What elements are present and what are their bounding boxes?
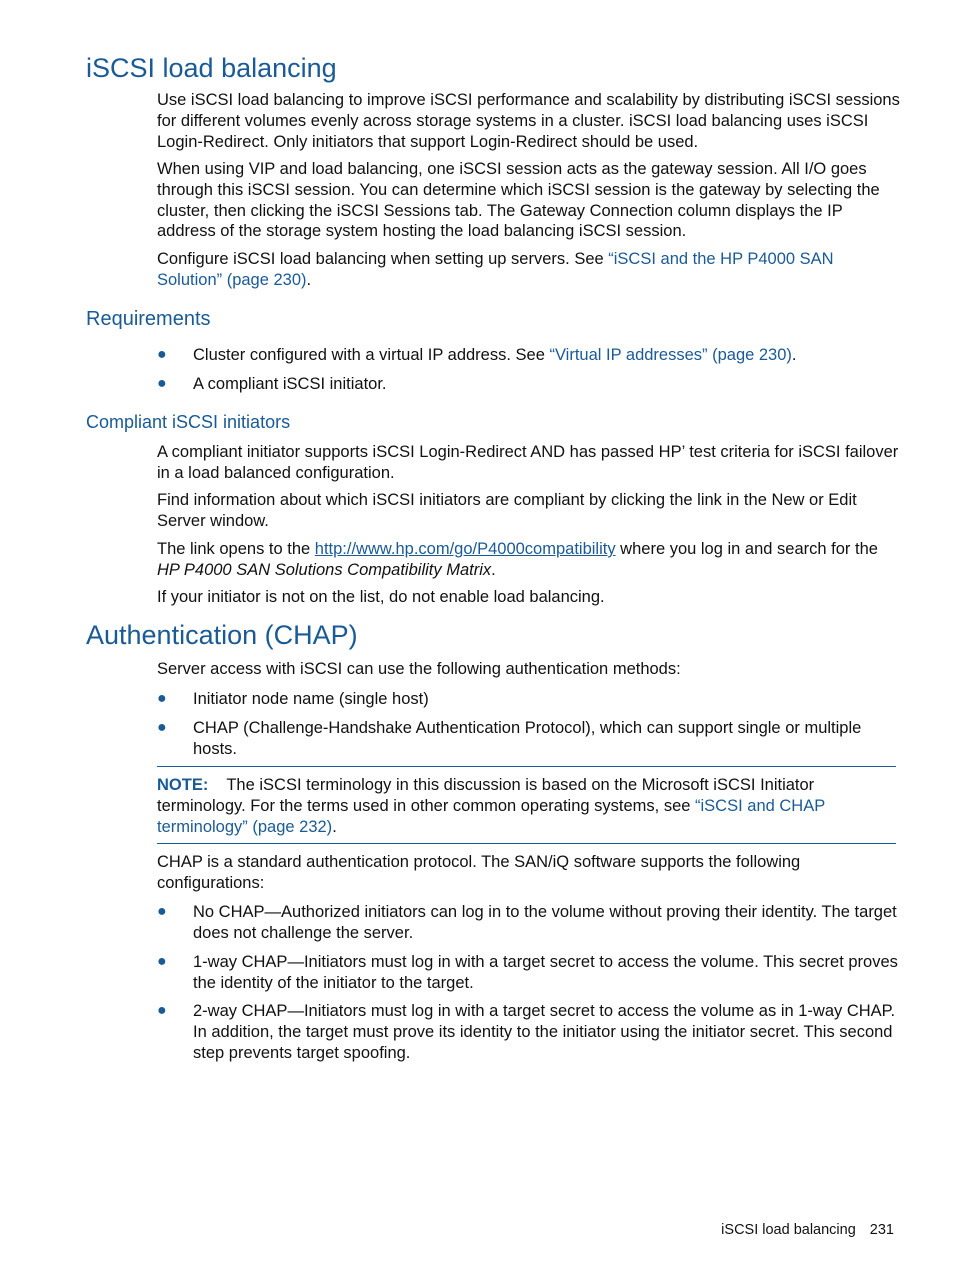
list-item [157, 902, 901, 944]
list-item [157, 718, 901, 760]
bullet-icon: ● [157, 375, 167, 392]
auth-method-text: CHAP (Challenge-Handshake Authentication Protocol), which can support single or multiple hosts. [193, 719, 862, 758]
section-heading-iscsi-load-balancing: iSCSI load balancing [86, 53, 337, 83]
configure-end: . [306, 270, 312, 289]
list-item [157, 1001, 901, 1063]
link-opens-text-2: where you log in and search for the [615, 540, 878, 558]
bullet-icon: ● [157, 903, 167, 920]
paragraph-link-opens [157, 539, 901, 581]
list-item [157, 689, 901, 710]
bullet-icon: ● [157, 719, 167, 736]
chap-config-text: No CHAP—Authorized initiators can log in to the volume without proving their identity. The target does not challenge the server. [193, 903, 897, 942]
note-top-rule [157, 766, 896, 767]
list-item [157, 952, 901, 994]
paragraph-compliant-definition: A compliant initiator supports iSCSI Login-Redirect AND has passed HP’ test criteria for iSCSI failover in a load balanced configuration. [157, 443, 899, 482]
bullet-icon: ● [157, 1002, 167, 1019]
configure-text: Configure iSCSI load balancing when setting up servers. See [157, 250, 609, 268]
requirement-text: Cluster configured with a virtual IP address. See [193, 346, 550, 364]
list-item [157, 374, 901, 395]
paragraph-intro: Use iSCSI load balancing to improve iSCSI performance and scalability by distributing iSCSI sessions for different volumes evenly across storage systems in a cluster. iSCSI load balancing uses iSCSI Login-Redirect. Only initiators that support Login-Redirect should be used. [157, 91, 900, 151]
paragraph-find-information: Find information about which iSCSI initiators are compliant by clicking the link in the New or Edit Server window. [157, 491, 857, 530]
paragraph-vip-gateway: When using VIP and load balancing, one iSCSI session acts as the gateway session. All I/O goes through this iSCSI session. You can determine which iSCSI session is the gateway by selecting the cluster, then clicking the iSCSI Sessions tab. The Gateway Connection column displays the IP address of the storage system hosting the load balancing iSCSI session. [157, 160, 880, 241]
link-iscsi-chap-terminology[interactable]: “iSCSI and CHAP terminology” (page 232) [157, 796, 825, 836]
link-virtual-ip-addresses[interactable]: “Virtual IP addresses” (page 230) [549, 346, 792, 364]
note-label: NOTE: [157, 776, 209, 794]
section-heading-authentication: Authentication (CHAP) [86, 620, 358, 650]
paragraph-not-on-list: If your initiator is not on the list, do not enable load balancing. [157, 588, 605, 606]
link-iscsi-hp-p4000-solution[interactable]: “iSCSI and the HP P4000 SAN Solution” (page 230) [157, 250, 834, 289]
bullet-icon: ● [157, 346, 167, 363]
page-footer [721, 1222, 894, 1238]
paragraph-auth-intro: Server access with iSCSI can use the following authentication methods: [157, 660, 681, 678]
footer-section-title: iSCSI load balancing [721, 1222, 856, 1238]
page-number: 231 [869, 1222, 894, 1238]
link-p4000-compatibility[interactable]: http://www.hp.com/go/P4000compatibility [314, 540, 616, 558]
paragraph-chap-standard: CHAP is a standard authentication protocol. The SAN/iQ software supports the following configurations: [157, 853, 801, 892]
requirement-end: . [791, 346, 797, 364]
requirement-text: A compliant iSCSI initiator. [193, 375, 387, 393]
note-end: . [332, 817, 337, 836]
heading-requirements: Requirements [86, 308, 211, 330]
auth-method-text: Initiator node name (single host) [193, 690, 429, 708]
note-bottom-rule [157, 843, 896, 844]
list-item [157, 345, 901, 366]
bullet-icon: ● [157, 690, 167, 707]
link-opens-text: The link opens to the [157, 540, 315, 558]
chap-config-text: 2-way CHAP—Initiators must log in with a target secret to access the volume as in 1-way CHAP. In addition, the target must prove its identity to the initiator using the initiator secret. This second step prevents target spoofing. [193, 1002, 896, 1062]
link-opens-end: . [491, 560, 496, 579]
paragraph-configure [157, 249, 901, 291]
chap-config-text: 1-way CHAP—Initiators must log in with a target secret to access the volume. This secret proves the identity of the initiator to the target. [193, 953, 898, 992]
compatibility-matrix-title: HP P4000 SAN Solutions Compatibility Matrix [157, 560, 492, 579]
heading-compliant-initiators: Compliant iSCSI initiators [86, 412, 291, 432]
note-box [157, 775, 896, 837]
note-text: The iSCSI terminology in this discussion is based on the Microsoft iSCSI Initiator terminology. For the terms used in other common operating systems, see [157, 776, 815, 815]
bullet-icon: ● [157, 953, 167, 970]
